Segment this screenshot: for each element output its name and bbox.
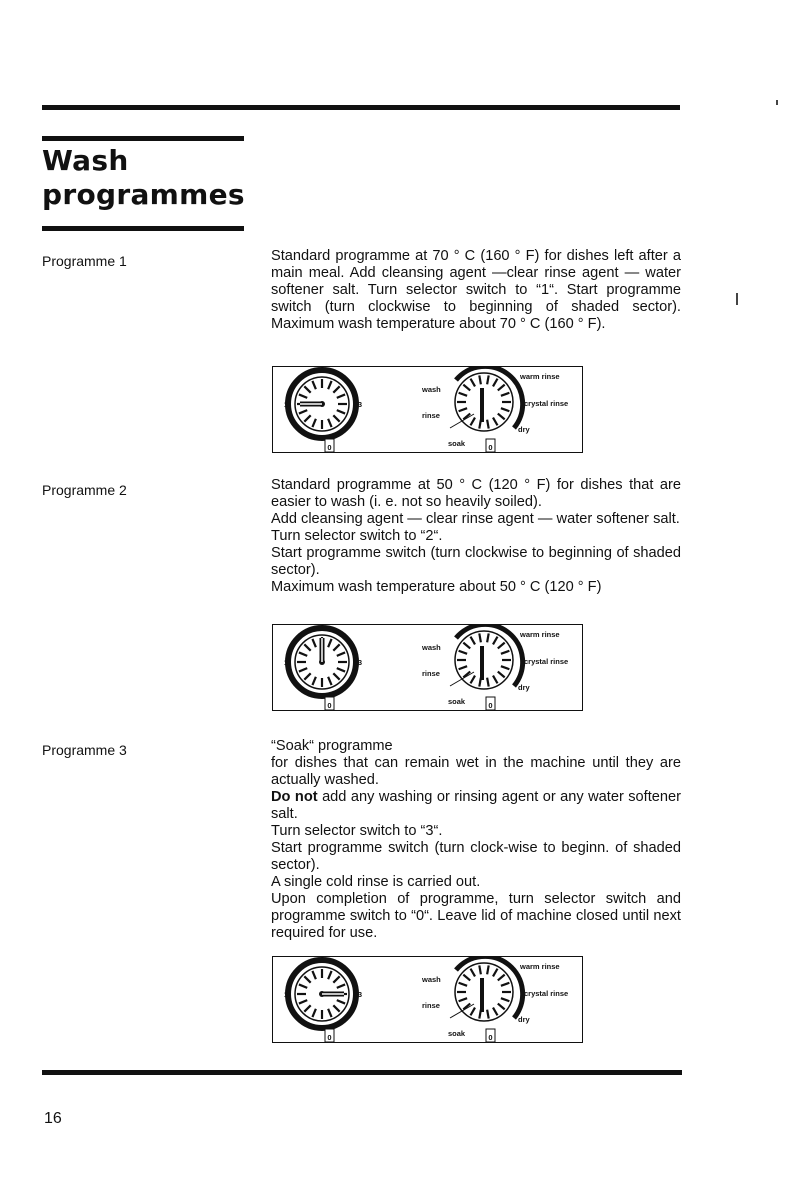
label-soak: soak xyxy=(448,697,466,706)
programme-dial-pointer xyxy=(480,978,484,1012)
selector-zero-mark: 0 xyxy=(327,701,332,710)
label-wash: wash xyxy=(422,385,441,394)
page-title xyxy=(42,144,245,212)
programme-3-description xyxy=(271,738,681,942)
top-rule xyxy=(42,105,680,110)
page-title-line1: Wash xyxy=(42,144,129,177)
programme-3-paragraph: for dishes that can remain wet in the machine until they are actually washed. xyxy=(271,755,681,788)
programme-dial-tick xyxy=(479,375,481,384)
selector-number-1: 1 xyxy=(283,658,289,667)
programme-dial-tick xyxy=(487,1010,489,1019)
label-dry: dry xyxy=(518,683,530,692)
control-panel-svg xyxy=(272,366,584,456)
programme-dial-tick xyxy=(487,965,489,974)
selector-number-2: 2 xyxy=(319,366,325,372)
programme-1-control-panel xyxy=(272,366,584,456)
title-top-rule xyxy=(42,136,244,141)
selector-dial xyxy=(284,366,362,452)
bottom-rule xyxy=(42,1070,682,1075)
programme-dial-tick xyxy=(487,375,489,384)
programme-dial-tick xyxy=(487,633,489,642)
programme-2-paragraph: Turn selector switch to “2“. xyxy=(271,528,443,544)
programme-3-control-panel xyxy=(272,956,584,1046)
label-crystal-rinse: crystal rinse xyxy=(524,399,569,408)
programme-dial-pointer xyxy=(480,646,484,680)
selector-number-1: 1 xyxy=(283,400,289,409)
programme-dial xyxy=(421,366,568,452)
programme-dial xyxy=(421,624,568,710)
selector-number-1: 1 xyxy=(283,990,289,999)
programme-2-description xyxy=(271,477,681,596)
programme-2-paragraph: Maximum wash temperature about 50 ° C (120 ° F) xyxy=(271,579,602,595)
selector-zero-mark: 0 xyxy=(327,443,332,452)
programme-2-control-panel xyxy=(272,624,584,714)
title-bottom-rule xyxy=(42,226,244,231)
label-soak: soak xyxy=(448,1029,466,1038)
selector-number-2: 2 xyxy=(319,624,325,630)
selector-number-3: 3 xyxy=(357,400,363,409)
selector-dial xyxy=(284,624,362,710)
page-number: 16 xyxy=(44,1110,62,1127)
selector-zero-mark: 0 xyxy=(327,1033,332,1042)
label-crystal-rinse: crystal rinse xyxy=(524,989,569,998)
programme-zero-mark: 0 xyxy=(488,701,493,710)
label-wash: wash xyxy=(422,643,441,652)
programme-2-paragraph: Add cleansing agent — clear rinse agent — water softener salt. xyxy=(271,511,680,527)
selector-number-2: 2 xyxy=(319,956,325,962)
control-panel-svg xyxy=(272,624,584,714)
selector-number-3: 3 xyxy=(357,658,363,667)
label-dry: dry xyxy=(518,1015,530,1024)
programme-2-label: Programme 2 xyxy=(42,482,127,498)
programme-dial xyxy=(421,956,568,1042)
programme-dial-tick xyxy=(479,965,481,974)
programme-3-paragraph: Start programme switch (turn clock-wise to beginn. of shaded sector). xyxy=(271,840,681,873)
label-crystal-rinse: crystal rinse xyxy=(524,657,569,666)
label-rinse: rinse xyxy=(422,1001,440,1010)
label-warm-rinse: warm rinse xyxy=(520,962,560,971)
programme-zero-mark: 0 xyxy=(488,443,493,452)
programme-3-paragraph: A single cold rinse is carried out. xyxy=(271,874,481,890)
programme-3-paragraph: Turn selector switch to “3“. xyxy=(271,823,443,839)
label-rinse: rinse xyxy=(422,669,440,678)
programme-3-paragraph: Upon completion of programme, turn selector switch and programme switch to “0“. Leave lid of machine closed until next required for use. xyxy=(271,891,681,941)
programme-2-paragraph: Start programme switch (turn clockwise to beginning of shaded sector). xyxy=(271,545,681,578)
programme-3-label: Programme 3 xyxy=(42,742,127,758)
programme-1-label: Programme 1 xyxy=(42,253,127,269)
label-warm-rinse: warm rinse xyxy=(520,630,560,639)
label-rinse: rinse xyxy=(422,411,440,420)
do-not-emphasis: Do not xyxy=(271,789,318,805)
programme-dial-tick xyxy=(487,678,489,687)
programme-1-paragraph: Standard programme at 70 ° C (160 ° F) for dishes left after a main meal. Add cleansing agent —clear rinse agent — water softener salt. Turn selector switch to “1“. Start programme switch (turn clockwise to beginning of shaded sector). Maximum wash temperature about 70 ° C (160 ° F). xyxy=(271,248,681,332)
programme-3-paragraph-emphasis xyxy=(271,789,681,823)
label-dry: dry xyxy=(518,425,530,434)
programme-dial-tick xyxy=(487,420,489,429)
programme-1-description xyxy=(271,248,681,333)
label-soak: soak xyxy=(448,439,466,448)
page-title-line2: programmes xyxy=(42,178,245,211)
label-warm-rinse: warm rinse xyxy=(520,372,560,381)
scan-speck xyxy=(776,100,778,105)
label-wash: wash xyxy=(422,975,441,984)
selector-dial xyxy=(284,956,362,1042)
programme-3-paragraph: “Soak“ programme xyxy=(271,738,393,754)
control-panel-svg xyxy=(272,956,584,1046)
programme-zero-mark: 0 xyxy=(488,1033,493,1042)
scan-speck xyxy=(736,293,738,305)
do-not-rest: add any washing or rinsing agent or any water softener salt. xyxy=(271,789,681,822)
programme-dial-tick xyxy=(479,633,481,642)
selector-number-3: 3 xyxy=(357,990,363,999)
programme-2-paragraph: Standard programme at 50 ° C (120 ° F) for dishes that are easier to wash (i. e. not so heavily soiled). xyxy=(271,477,681,510)
programme-dial-pointer xyxy=(480,388,484,422)
